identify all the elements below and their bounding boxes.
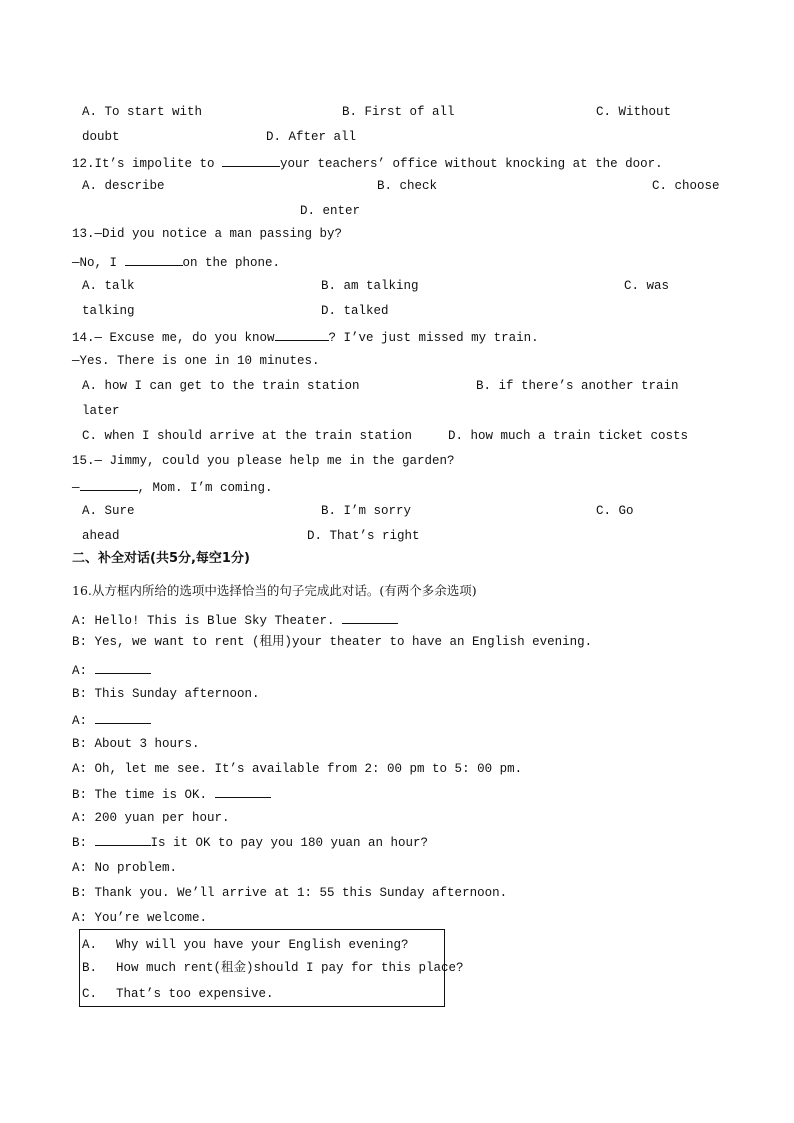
dialog-text: A: Oh, let me see. It’s available from 2: 00 pm to 5: 00 pm. bbox=[72, 762, 523, 776]
options-box bbox=[79, 929, 464, 1007]
q15-stem: 15.— Jimmy, could you please help me in the garden? bbox=[72, 454, 455, 468]
dialog-answer-blank bbox=[215, 785, 271, 798]
q12-option-c: C. choose bbox=[652, 179, 720, 193]
dialog-line bbox=[72, 860, 177, 876]
dialog-text: A: No problem. bbox=[72, 861, 178, 875]
dialog-text: B: Thank you. We’ll arrive at 1: 55 this Sunday afternoon. bbox=[72, 886, 508, 900]
q15-option-c: C. Go bbox=[596, 504, 634, 518]
q14-reply: —Yes. There is one in 10 minutes. bbox=[72, 354, 320, 368]
box-option-text: How much rent(租金)should I pay for this place? bbox=[116, 961, 464, 975]
q11-option-a: A. To start with bbox=[82, 105, 203, 119]
dialog-line bbox=[72, 711, 151, 729]
q13-option-a: A. talk bbox=[82, 279, 135, 293]
q12-option-b: B. check bbox=[377, 179, 438, 193]
q13-option-d: D. talked bbox=[321, 304, 389, 318]
dialog-answer-blank bbox=[95, 711, 151, 724]
q11-option-b: B. First of all bbox=[342, 105, 455, 119]
dialog-line bbox=[72, 761, 522, 777]
dialog-text: B: About 3 hours. bbox=[72, 737, 200, 751]
dialog-text: A: You’re welcome. bbox=[72, 911, 208, 925]
q11-option-c: C. Without bbox=[596, 105, 672, 119]
q14-option-d: D. how much a train ticket costs bbox=[448, 429, 689, 443]
box-option bbox=[80, 937, 409, 953]
dialog-line bbox=[72, 736, 200, 752]
q13-option-c-continued: talking bbox=[82, 304, 135, 318]
box-option-letter: B. bbox=[82, 961, 98, 975]
dialog-answer-blank bbox=[342, 611, 398, 624]
q15-option-d: D. That’s right bbox=[307, 529, 420, 543]
q13-stem: 13.—Did you notice a man passing by? bbox=[72, 227, 343, 241]
q14-option-a: A. how I can get to the train station bbox=[82, 379, 360, 393]
dialog-text: B: bbox=[72, 836, 95, 850]
q14-option-c: C. when I should arrive at the train station bbox=[82, 429, 413, 443]
q14-stem bbox=[72, 328, 539, 346]
q15-option-a: A. Sure bbox=[82, 504, 135, 518]
q13-answer-blank bbox=[125, 253, 183, 266]
dialog-line bbox=[72, 661, 151, 679]
dialog-line bbox=[72, 910, 207, 926]
q12-stem bbox=[72, 154, 663, 172]
box-option bbox=[80, 986, 274, 1002]
dialog-answer-blank bbox=[95, 833, 151, 846]
dialog-line bbox=[72, 634, 592, 650]
q14-option-b: B. if there’s another train bbox=[476, 379, 679, 393]
q13-reply-pre: —No, I bbox=[72, 256, 125, 270]
q11-option-d: D. After all bbox=[266, 130, 357, 144]
dialog-line bbox=[72, 885, 507, 901]
dialog-line bbox=[72, 611, 398, 629]
section-heading: 二、补全对话(共5分,每空1分) bbox=[72, 551, 250, 566]
dialog-text: A: bbox=[72, 664, 95, 678]
dialog-line bbox=[72, 833, 428, 851]
q14-stem-post: ? I’ve just missed my train. bbox=[328, 331, 539, 345]
q11-option-c-continued: doubt bbox=[82, 130, 120, 144]
q12-option-a: A. describe bbox=[82, 179, 165, 193]
dialog-answer-blank bbox=[95, 661, 151, 674]
q14-option-b-continued: later bbox=[82, 404, 120, 418]
dialog-text: A: Hello! This is Blue Sky Theater. bbox=[72, 614, 343, 628]
q15-option-b: B. I’m sorry bbox=[321, 504, 412, 518]
q12-answer-blank bbox=[222, 154, 280, 167]
box-option bbox=[80, 960, 464, 976]
dialog-text: B: Yes, we want to rent (租用)your theater to have an English evening. bbox=[72, 635, 593, 649]
q14-stem-pre: 14.— Excuse me, do you know bbox=[72, 331, 275, 345]
dialog-text: A: 200 yuan per hour. bbox=[72, 811, 230, 825]
q16-instruction: 16.从方框内所给的选项中选择恰当的句子完成此对话。(有两个多余选项) bbox=[72, 583, 477, 598]
q12-option-d: D. enter bbox=[300, 204, 361, 218]
q12-stem-pre: 12.It’s impolite to bbox=[72, 157, 223, 171]
q15-answer-blank bbox=[80, 478, 138, 491]
dialog-text-after: Is it OK to pay you 180 yuan an hour? bbox=[150, 836, 429, 850]
dialog-line bbox=[72, 686, 260, 702]
dialog-text: B: The time is OK. bbox=[72, 788, 215, 802]
dialog-text: B: This Sunday afternoon. bbox=[72, 687, 260, 701]
q15-reply-pre: — bbox=[72, 481, 80, 495]
q13-option-c: C. was bbox=[624, 279, 670, 293]
box-option-letter: C. bbox=[82, 987, 98, 1001]
q14-answer-blank bbox=[275, 328, 329, 341]
dialog-line bbox=[72, 785, 271, 803]
q15-reply bbox=[72, 478, 273, 496]
q13-option-b: B. am talking bbox=[321, 279, 419, 293]
q15-option-c-continued: ahead bbox=[82, 529, 120, 543]
q12-stem-post: your teachers’ office without knocking at the door. bbox=[280, 157, 663, 171]
box-option-text: Why will you have your English evening? bbox=[116, 938, 409, 952]
q15-reply-post: , Mom. I’m coming. bbox=[137, 481, 273, 495]
q13-reply bbox=[72, 253, 280, 271]
dialog-line bbox=[72, 810, 230, 826]
q13-reply-post: on the phone. bbox=[182, 256, 281, 270]
box-option-text: That’s too expensive. bbox=[116, 987, 274, 1001]
dialog-text: A: bbox=[72, 714, 95, 728]
box-option-letter: A. bbox=[82, 938, 98, 952]
